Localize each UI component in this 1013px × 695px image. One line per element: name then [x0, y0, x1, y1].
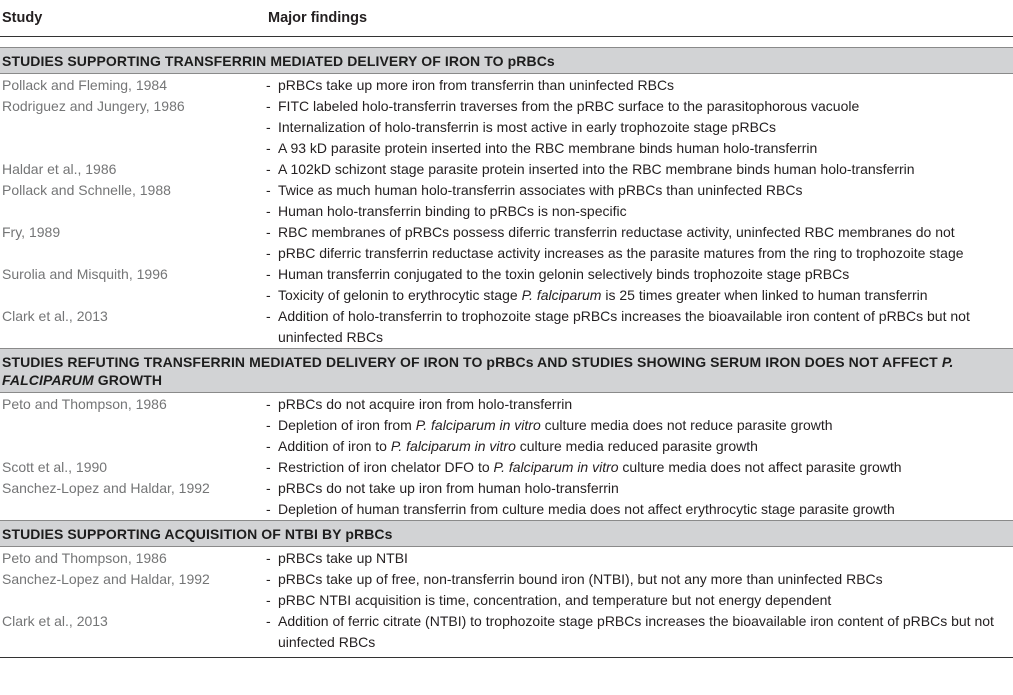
- finding-item: [266, 159, 1001, 180]
- findings-cell: [266, 96, 1013, 159]
- bullet-dash: -: [266, 550, 271, 566]
- finding-item: [266, 201, 1001, 222]
- section-heading-italic: P. FALCIPARUM: [2, 354, 954, 388]
- table-bottom-rule: [0, 657, 1013, 658]
- finding-item: [266, 243, 1001, 264]
- finding-text: RBC membranes of pRBCs possess diferric transferrin reductase activity, uninfected RBC membranes do not: [278, 224, 955, 240]
- bullet-dash: -: [266, 417, 271, 433]
- finding-text: Human holo-transferrin binding to pRBCs is non-specific: [278, 203, 627, 219]
- findings-cell: [266, 264, 1013, 306]
- study-name: Peto and Thompson, 1986: [2, 550, 167, 566]
- bullet-dash: -: [266, 119, 271, 135]
- finding-text: Addition of ferric citrate (NTBI) to trophozoite stage pRBCs increases the bioavailable iron content of pRBCs but not uinfected RBCs: [278, 613, 994, 650]
- bullet-dash: -: [266, 459, 271, 475]
- section-rows: [0, 74, 1013, 348]
- table-row: [0, 96, 1013, 159]
- finding-item: [266, 117, 1001, 138]
- table-row: [0, 159, 1013, 180]
- bullet-dash: -: [266, 571, 271, 587]
- finding-text: pRBCs take up more iron from transferrin than uninfected RBCs: [278, 77, 675, 93]
- finding-text: Depletion of iron from P. falciparum in vitro culture media does not reduce parasite growth: [278, 417, 833, 433]
- table-row: [0, 222, 1013, 264]
- species-name: P. falciparum: [521, 287, 602, 303]
- finding-item: [266, 548, 1001, 569]
- finding-item: [266, 415, 1001, 436]
- section-heading: [0, 520, 1013, 547]
- findings-cell: [266, 159, 1013, 180]
- study-name: Pollack and Fleming, 1984: [2, 77, 167, 93]
- header-major-findings: Major findings: [268, 10, 368, 26]
- finding-text: FITC labeled holo-transferrin traverses from the pRBC surface to the parasitophorous vacuole: [278, 98, 860, 114]
- bullet-dash: -: [266, 396, 271, 412]
- bullet-dash: -: [266, 203, 271, 219]
- study-name: Surolia and Misquith, 1996: [2, 266, 168, 282]
- study-name: Clark et al., 2013: [2, 613, 108, 629]
- finding-text: Internalization of holo-transferrin is most active in early trophozoite stage pRBCs: [278, 119, 777, 135]
- section-heading: [0, 348, 1013, 393]
- bullet-dash: -: [266, 98, 271, 114]
- finding-item: [266, 96, 1001, 117]
- finding-item: [266, 611, 1001, 653]
- bullet-dash: -: [266, 77, 271, 93]
- section-rows: [0, 547, 1013, 653]
- bullet-dash: -: [266, 224, 271, 240]
- finding-text: pRBCs do not take up iron from human holo-transferrin: [278, 480, 619, 496]
- finding-text: pRBCs do not acquire iron from holo-transferrin: [278, 396, 573, 412]
- species-name: P. falciparum in vitro: [390, 438, 516, 454]
- species-name: P. falciparum in vitro: [415, 417, 541, 433]
- section-heading-text-end: GROWTH: [93, 372, 163, 388]
- findings-cell: [266, 569, 1013, 611]
- table-row: [0, 569, 1013, 611]
- bullet-dash: -: [266, 613, 271, 629]
- bullet-dash: -: [266, 266, 271, 282]
- finding-text: Restriction of iron chelator DFO to P. falciparum in vitro culture media does not affect parasite growth: [278, 459, 902, 475]
- finding-item: [266, 75, 1001, 96]
- findings-cell: [266, 394, 1013, 457]
- table-row: [0, 394, 1013, 457]
- finding-item: [266, 180, 1001, 201]
- bullet-dash: -: [266, 438, 271, 454]
- findings-cell: [266, 478, 1013, 520]
- section-rows: [0, 393, 1013, 520]
- bullet-dash: -: [266, 480, 271, 496]
- bullet-dash: -: [266, 592, 271, 608]
- study-name: Scott et al., 1990: [2, 459, 108, 475]
- bullet-dash: -: [266, 140, 271, 156]
- study-name: Fry, 1989: [2, 224, 61, 240]
- finding-text: pRBCs take up NTBI: [278, 550, 408, 566]
- table-row: [0, 264, 1013, 306]
- bullet-dash: -: [266, 245, 271, 261]
- table-header: [0, 0, 1013, 37]
- section-heading: [0, 47, 1013, 74]
- table-row: [0, 180, 1013, 222]
- finding-text: A 93 kD parasite protein inserted into the RBC membrane binds human holo-transferrin: [278, 140, 818, 156]
- finding-item: [266, 394, 1001, 415]
- study-name: Rodriguez and Jungery, 1986: [2, 98, 185, 114]
- section-heading-text: STUDIES SUPPORTING TRANSFERRIN MEDIATED DELIVERY OF IRON TO pRBCs: [2, 53, 555, 69]
- finding-item: [266, 285, 1001, 306]
- finding-item: [266, 264, 1001, 285]
- findings-cell: [266, 548, 1013, 569]
- table-row: [0, 306, 1013, 348]
- bullet-dash: -: [266, 501, 271, 517]
- study-name: Clark et al., 2013: [2, 308, 108, 324]
- findings-cell: [266, 457, 1013, 478]
- study-name: Haldar et al., 1986: [2, 161, 117, 177]
- finding-text: Twice as much human holo-transferrin associates with pRBCs than uninfected RBCs: [278, 182, 803, 198]
- finding-item: [266, 222, 1001, 243]
- table-row: [0, 75, 1013, 96]
- bullet-dash: -: [266, 182, 271, 198]
- finding-item: [266, 138, 1001, 159]
- species-name: P. falciparum in vitro: [493, 459, 619, 475]
- table-body: [0, 47, 1013, 653]
- finding-text: Addition of holo-transferrin to trophozoite stage pRBCs increases the bioavailable iron content of pRBCs but not uninfected RBCs: [278, 308, 970, 345]
- table-row: [0, 478, 1013, 520]
- finding-text: Depletion of human transferrin from culture media does not affect erythrocytic stage parasite growth: [278, 501, 895, 517]
- header-spacer: [0, 37, 1013, 47]
- study-name: Sanchez-Lopez and Haldar, 1992: [2, 571, 210, 587]
- finding-item: [266, 569, 1001, 590]
- bullet-dash: -: [266, 287, 271, 303]
- findings-cell: [266, 75, 1013, 96]
- finding-text: pRBCs take up of free, non-transferrin bound iron (NTBI), but not any more than uninfected RBCs: [278, 571, 883, 587]
- study-name: Sanchez-Lopez and Haldar, 1992: [2, 480, 210, 496]
- table-row: [0, 457, 1013, 478]
- finding-item: [266, 457, 1001, 478]
- bullet-dash: -: [266, 308, 271, 324]
- table-row: [0, 548, 1013, 569]
- finding-text: Human transferrin conjugated to the toxin gelonin selectively binds trophozoite stage pRBCs: [278, 266, 850, 282]
- section-heading-text: STUDIES REFUTING TRANSFERRIN MEDIATED DELIVERY OF IRON TO pRBCs AND STUDIES SHOWING SERUM IRON DOES NOT AFFECT: [2, 354, 942, 370]
- finding-item: [266, 436, 1001, 457]
- bullet-dash: -: [266, 161, 271, 177]
- finding-item: [266, 499, 1001, 520]
- study-name: Pollack and Schnelle, 1988: [2, 182, 171, 198]
- findings-cell: [266, 180, 1013, 222]
- finding-item: [266, 590, 1001, 611]
- finding-text: A 102kD schizont stage parasite protein inserted into the RBC membrane binds human holo-transferrin: [278, 161, 915, 177]
- table-row: [0, 611, 1013, 653]
- section-heading-text: STUDIES SUPPORTING ACQUISITION OF NTBI BY pRBCs: [2, 526, 393, 542]
- finding-text: pRBC NTBI acquisition is time, concentration, and temperature but not energy dependent: [278, 592, 832, 608]
- findings-cell: [266, 222, 1013, 264]
- header-study: Study: [2, 10, 43, 26]
- finding-item: [266, 478, 1001, 499]
- finding-item: [266, 306, 1001, 348]
- finding-text: pRBC diferric transferrin reductase activity increases as the parasite matures from the ring to trophozoite stage: [278, 245, 964, 261]
- findings-cell: [266, 306, 1013, 348]
- finding-text: Addition of iron to P. falciparum in vitro culture media reduced parasite growth: [278, 438, 758, 454]
- findings-cell: [266, 611, 1013, 653]
- finding-text: Toxicity of gelonin to erythrocytic stage P. falciparum is 25 times greater when linked to human transferrin: [278, 287, 928, 303]
- study-name: Peto and Thompson, 1986: [2, 396, 167, 412]
